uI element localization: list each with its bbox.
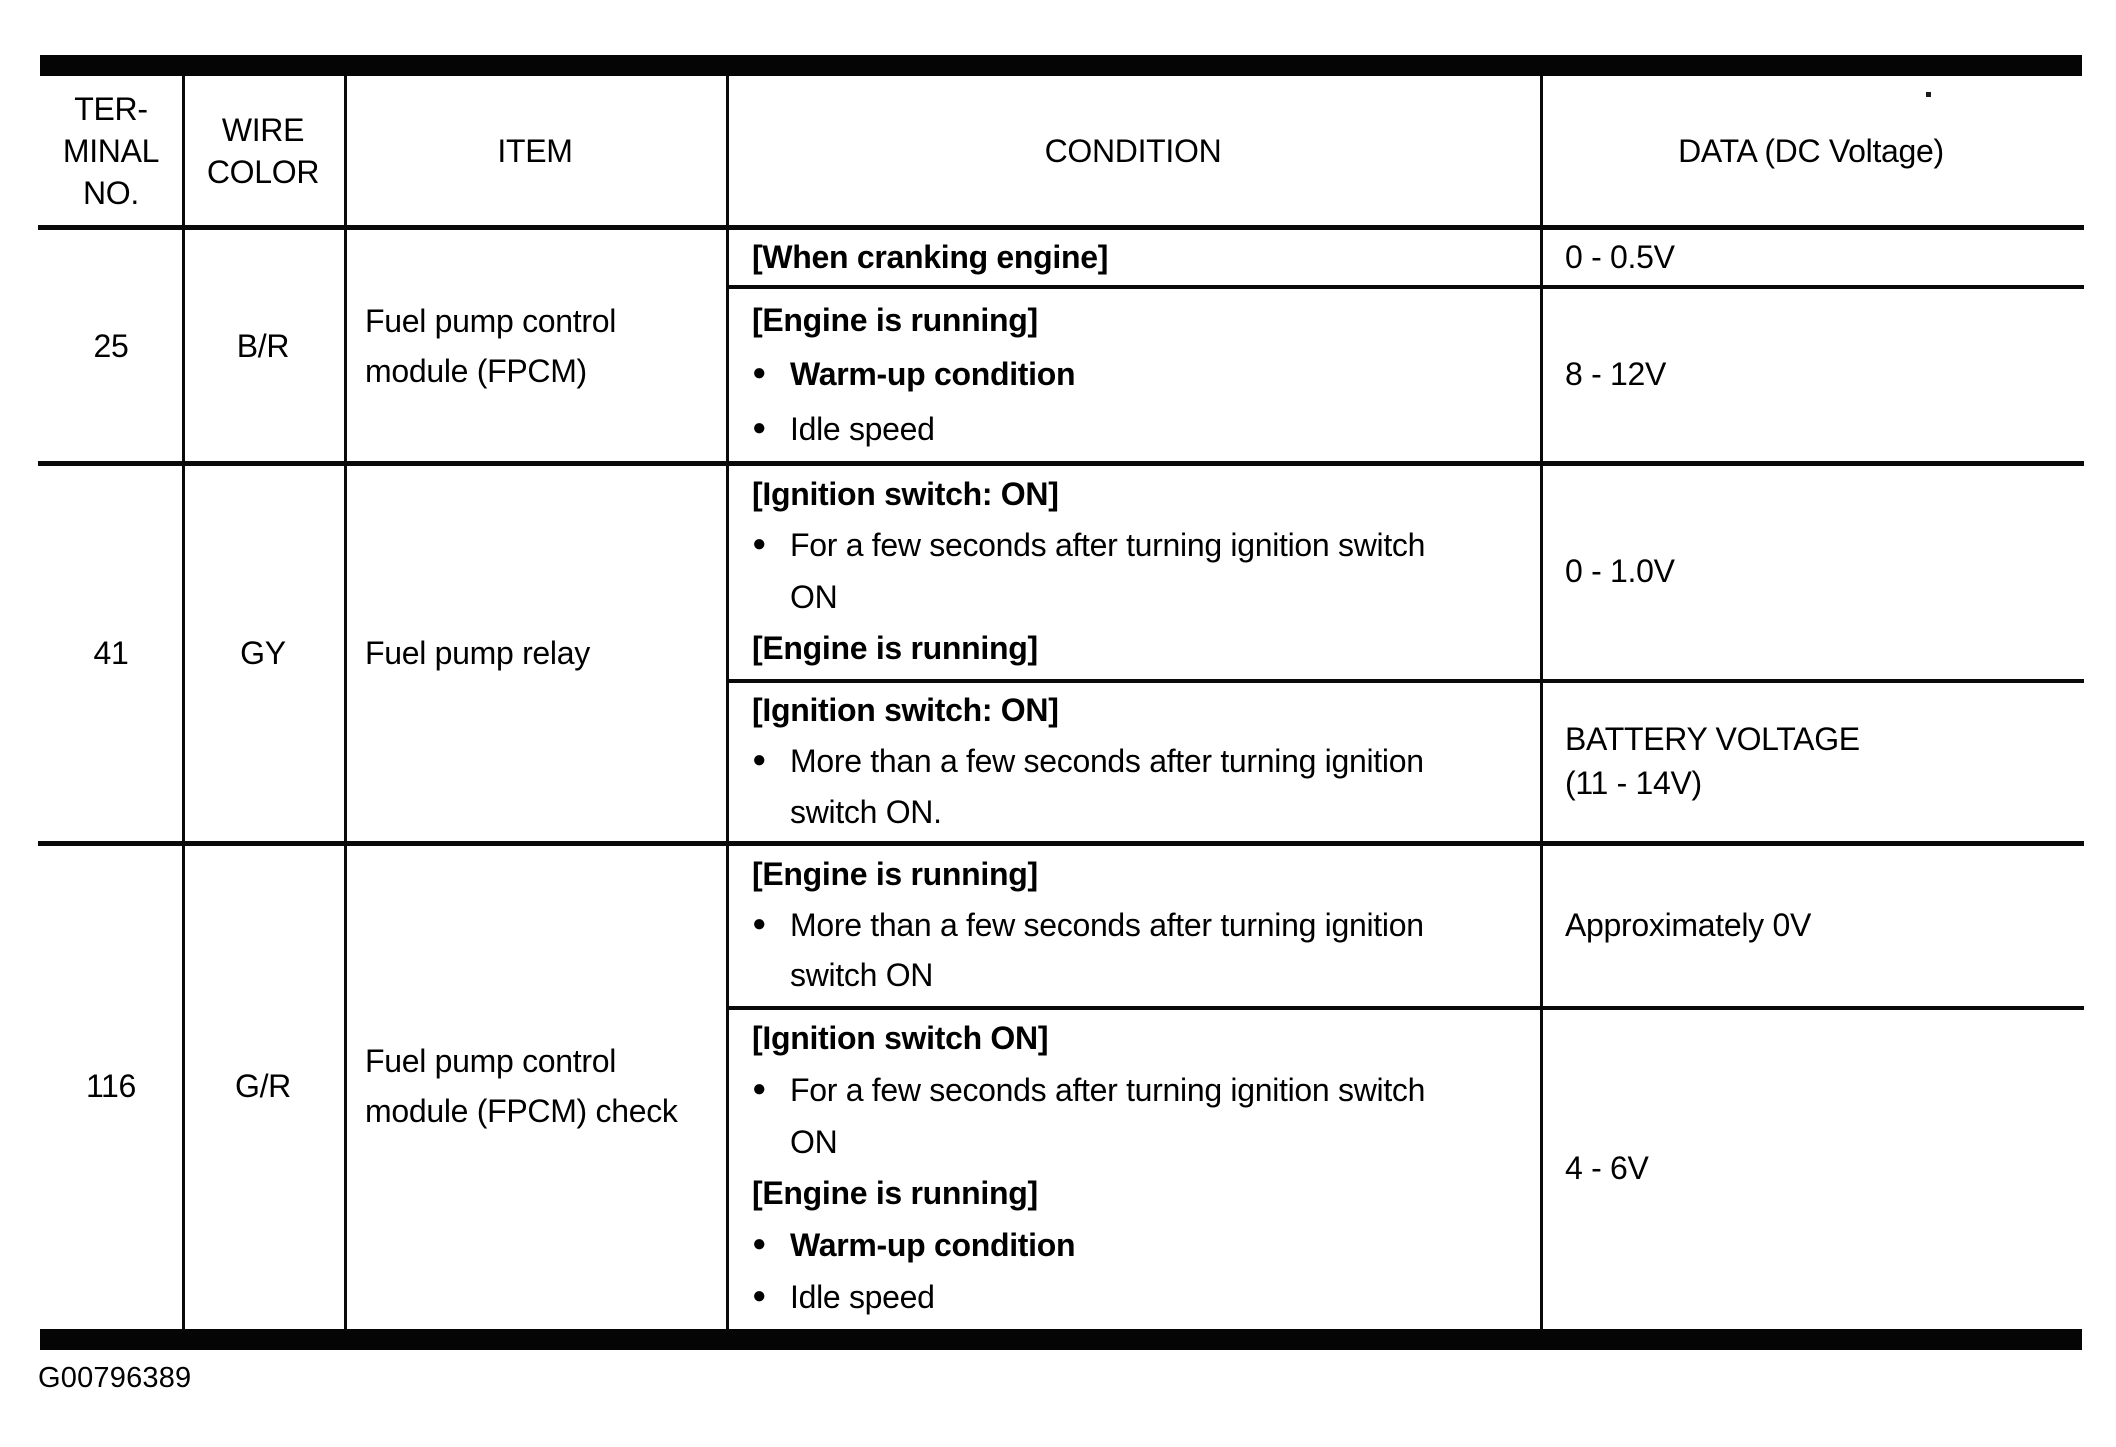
wire-color: B/R [236,327,290,364]
col-header-text: DATA (DC Voltage) [1678,133,1944,169]
wire-color-cell [182,843,344,1329]
col-header-item [344,77,726,225]
terminal-no: 41 [93,635,129,671]
condition-bullet-line: ● Idle speed [752,409,1532,449]
col-header-data [1540,77,2082,225]
data-value: 8 - 12V [1565,356,1667,392]
figure-id: G00796389 [38,1362,192,1394]
column-divider [344,76,347,1331]
condition-line: [Ignition switch: ON] [752,692,1059,728]
col-header-text: MINAL [62,133,160,169]
table-bottom-rule-bar [40,1329,2082,1350]
condition-bullet-line: ● Warm-up condition [752,1225,1532,1265]
condition-continuation-line: switch ON. [790,794,942,830]
condition-line: [Engine is running] [752,301,1038,338]
condition-continuation-line: ON [790,578,838,615]
condition-bullet-line: ● Idle speed [752,1277,1532,1317]
condition-bullet-line: ● Warm-up condition [752,354,1532,394]
col-header-text: ITEM [497,133,573,169]
data-value: 4 - 6V [1565,1149,1649,1186]
condition-continuation-line: switch ON [790,957,934,994]
data-cell [1565,1006,2070,1329]
condition-cell [752,843,1532,1006]
data-cell [1565,843,2070,1006]
condition-cell [752,285,1532,463]
condition-line: [When cranking engine] [752,238,1109,275]
condition-line: [Engine is running] [752,1175,1038,1212]
terminal-no: 25 [93,327,129,364]
item-text: module (FPCM) [365,352,587,389]
col-header-terminal-no [40,77,182,225]
wire-color-cell [182,463,344,843]
condition-line: [Engine is running] [752,629,1038,666]
data-value: Approximately 0V [1565,906,1811,943]
condition-line: [Ignition switch ON] [752,1019,1049,1056]
col-header-text: CONDITION [1044,133,1222,169]
condition-continuation-line: ON [790,1123,838,1160]
condition-bullet-line: ● For a few seconds after turning ignition switch [752,1070,1532,1110]
item-text: Fuel pump control [365,302,617,339]
item-cell [365,228,715,463]
data-cell [1565,228,2070,285]
data-value: BATTERY VOLTAGE [1565,721,1860,757]
item-cell [365,463,715,843]
column-divider [726,76,729,1331]
condition-bullet-line: ● More than a few seconds after turning ignition [752,905,1532,945]
item-text: Fuel pump relay [365,635,590,671]
terminal-no-cell [40,843,182,1329]
condition-line: [Ignition switch: ON] [752,476,1059,513]
terminal-no: 116 [85,1068,137,1104]
col-header-condition [726,77,1540,225]
col-header-text: NO. [83,175,139,211]
item-text: Fuel pump control [365,1043,617,1079]
column-divider [1540,76,1543,1331]
col-header-text: WIRE [221,112,305,148]
condition-line: [Engine is running] [752,855,1038,892]
condition-cell [752,228,1532,285]
terminal-no-cell [40,228,182,463]
wire-color: GY [240,635,286,671]
item-text: module (FPCM) check [365,1093,678,1129]
condition-cell [752,463,1532,679]
terminal-no-cell [40,463,182,843]
col-header-text: TER- [74,91,148,127]
condition-cell [752,1006,1532,1329]
condition-bullet-line: ● For a few seconds after turning ignition switch [752,525,1532,565]
item-cell [365,843,715,1329]
data-cell [1565,463,2070,679]
data-cell [1565,285,2070,463]
data-value: 0 - 1.0V [1565,553,1675,589]
data-cell [1565,679,2070,843]
condition-bullet-line: ● More than a few seconds after turning ignition [752,741,1532,781]
col-header-text: COLOR [206,154,320,190]
data-value: (11 - 14V) [1565,765,1702,801]
wire-color-cell [182,228,344,463]
table-top-rule-bar [40,55,2082,76]
condition-cell [752,679,1532,843]
col-header-wire-color [182,77,344,225]
wire-color: G/R [235,1068,291,1104]
data-value: 0 - 0.5V [1565,238,1675,275]
